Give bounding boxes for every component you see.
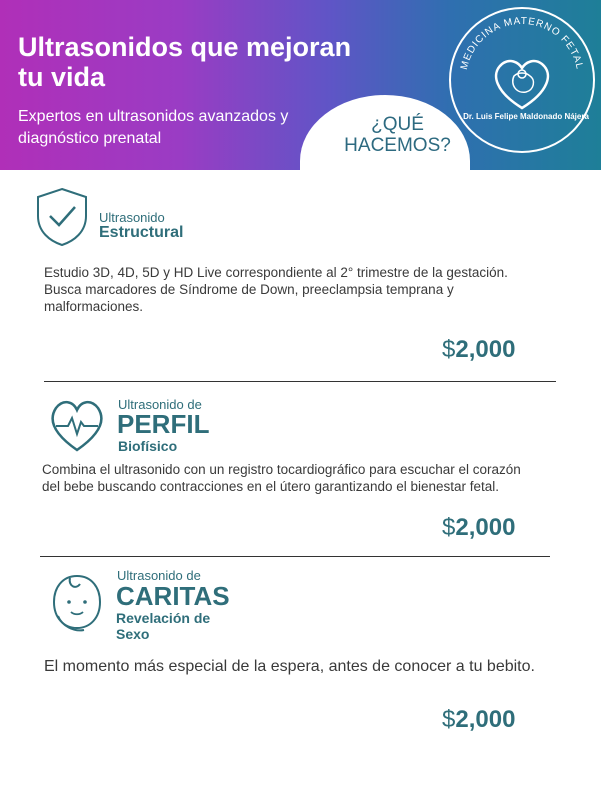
service-prefix: Ultrasonido de xyxy=(117,568,201,583)
service-price: $2,000 xyxy=(442,336,516,363)
baby-face-icon xyxy=(48,572,106,636)
service-description: El momento más especial de la espera, antes de conocer a tu bebito. xyxy=(44,658,535,675)
page-title: Ultrasonidos que mejoran tu vida xyxy=(18,32,352,92)
service-caritas xyxy=(0,566,601,766)
divider xyxy=(40,556,550,557)
section-label: ¿QUÉ HACEMOS? xyxy=(344,114,451,156)
divider xyxy=(44,381,556,382)
page-subtitle: Expertos en ultrasonidos avanzados y diagnóstico prenatal xyxy=(18,108,289,147)
service-estructural xyxy=(0,180,601,380)
shield-check-icon xyxy=(34,186,90,248)
service-prefix: Ultrasonido xyxy=(99,210,165,225)
heart-pulse-icon xyxy=(46,396,108,454)
service-name: Estructural xyxy=(99,224,184,241)
service-name: PERFIL xyxy=(117,409,210,439)
service-perfil-biofisico xyxy=(0,392,601,552)
service-name: CARITAS xyxy=(116,581,230,611)
service-price: $2,000 xyxy=(442,706,516,733)
service-price: $2,000 xyxy=(442,514,516,541)
service-description: Combina el ultrasonido con un registro tocardiográfico para escuchar el corazón del bebe buscando contracciones en el útero garantizando el bienestar fetal. xyxy=(42,462,521,494)
service-subname: Revelación de Sexo xyxy=(116,610,211,642)
service-prefix: Ultrasonido de xyxy=(118,397,202,412)
service-subname: Biofísico xyxy=(118,438,178,454)
header-banner xyxy=(0,0,601,170)
logo-doctor-name: Dr. Luis Felipe Maldonado Nájera xyxy=(463,112,589,121)
service-description: Estudio 3D, 4D, 5D y HD Live correspondiente al 2° trimestre de la gestación. Busca marcadores de Síndrome de Down, preeclampsia temprana y malformaciones. xyxy=(44,265,508,314)
heart-icon xyxy=(496,61,548,108)
logo-arc-text: MEDICINA MATERNO FETAL xyxy=(458,15,585,71)
clinic-logo xyxy=(446,4,598,156)
